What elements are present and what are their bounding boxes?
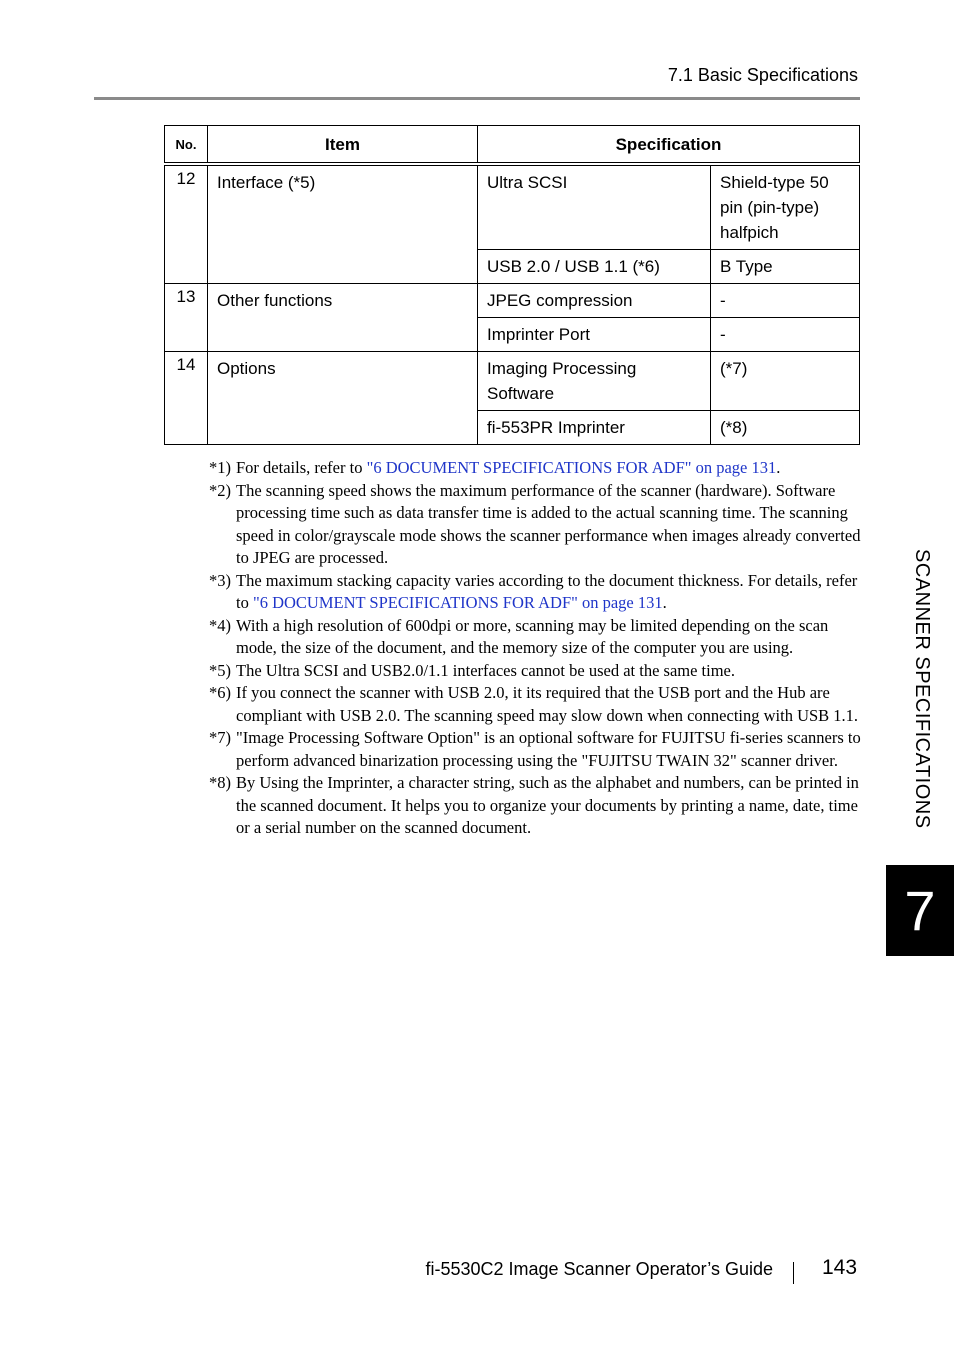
header-item: Item xyxy=(208,126,478,165)
footnote xyxy=(209,480,864,570)
footnote-text-part: . xyxy=(776,458,781,477)
footnote-mark: *7) xyxy=(209,728,231,747)
footnote-text: By Using the Imprinter, a character string, such as the alphabet and numbers, can be printed in the scanned document. It helps you to organize your documents by printing a name, date, time or a serial number on the scanned document. xyxy=(236,773,859,837)
spec-name: Imaging Processing Software xyxy=(478,352,711,411)
footnote-text: If you connect the scanner with USB 2.0, it its required that the USB port and the Hub are compliant with USB 2.0. The scanning speed may slow down when connecting with USB 1.1. xyxy=(236,683,859,725)
footnote xyxy=(209,727,864,772)
page-number: 143 xyxy=(822,1256,858,1279)
footnote-text-part: The maximum stacking capacity varies according to the document thickness. For details, refer to xyxy=(236,570,858,612)
footnote-text: "Image Processing Software Option" is an optional software for FUJITSU fi-series scanners to perform advanced binarization processing using the "FUJITSU TWAIN 32" scanner driver. xyxy=(236,728,861,770)
footnote-text: The Ultra SCSI and USB2.0/1.1 interfaces cannot be used at the same time. xyxy=(236,660,736,680)
footnote xyxy=(209,772,864,840)
footnote-mark: *8) xyxy=(209,773,231,792)
spec-name: Imprinter Port xyxy=(478,318,711,352)
footer-guide-title: fi-5530C2 Image Scanner Operator’s Guide xyxy=(425,1259,773,1279)
spec-value: (*8) xyxy=(711,411,860,445)
footnote-text: The scanning speed shows the maximum performance of the scanner (hardware). Software processing time such as data transfer time is added to the actual scanning time. The scanning speed in color/grayscale mode shows the scanner performance when images already converted to JPEG are processed. xyxy=(236,480,861,567)
table-row xyxy=(165,352,860,411)
footnote-text-part: . xyxy=(662,593,667,612)
footnote-text xyxy=(236,570,864,615)
footnote xyxy=(209,660,864,683)
spec-value: (*7) xyxy=(711,352,860,411)
footnote-mark: *2) xyxy=(209,480,231,500)
spec-value: - xyxy=(711,284,860,318)
footer-separator xyxy=(793,1262,794,1284)
row-item: Other functions xyxy=(208,284,478,352)
footnote xyxy=(209,615,864,660)
footnote xyxy=(209,457,864,480)
footnote-mark: *6) xyxy=(209,683,231,702)
table-header-row xyxy=(165,126,860,165)
cross-reference-link[interactable]: "6 DOCUMENT SPECIFICATIONS FOR ADF" on page 131 xyxy=(252,593,663,612)
spec-value: - xyxy=(711,318,860,352)
spec-value: Shield-type 50 pin (pin-type) halfpich xyxy=(711,164,860,250)
specifications-table xyxy=(164,125,860,445)
row-item: Interface (*5) xyxy=(208,164,478,284)
header-rule xyxy=(94,97,860,100)
header-no: No. xyxy=(165,126,208,165)
footnote-text-part: For details, refer to xyxy=(236,458,367,477)
footnote-text: With a high resolution of 600dpi or more, scanning may be limited depending on the scan mode, the size of the document, and the memory size of the computer you are using. xyxy=(236,615,829,657)
table-row xyxy=(165,164,860,250)
spec-value: B Type xyxy=(711,250,860,284)
footnote-mark: *1) xyxy=(209,458,231,477)
footnote-mark: *3) xyxy=(209,570,231,590)
row-number: 14 xyxy=(165,352,208,445)
running-header: 7.1 Basic Specifications xyxy=(667,65,858,85)
footnotes xyxy=(209,457,864,840)
row-number: 12 xyxy=(165,164,208,284)
footnote-mark: *5) xyxy=(209,660,231,680)
spec-name: JPEG compression xyxy=(478,284,711,318)
spec-name: fi-553PR Imprinter xyxy=(478,411,711,445)
chapter-tab: 7 xyxy=(886,865,954,956)
footnote-text xyxy=(236,457,864,480)
footnote xyxy=(209,570,864,615)
row-number: 13 xyxy=(165,284,208,352)
cross-reference-link[interactable]: "6 DOCUMENT SPECIFICATIONS FOR ADF" on page 131 xyxy=(366,458,777,477)
row-item: Options xyxy=(208,352,478,445)
header-specification: Specification xyxy=(478,126,860,165)
table-row xyxy=(165,284,860,318)
footnote xyxy=(209,682,864,727)
spec-name: USB 2.0 / USB 1.1 (*6) xyxy=(478,250,711,284)
chapter-side-label: SCANNER SPECIFICATIONS xyxy=(911,549,933,829)
spec-name: Ultra SCSI xyxy=(478,164,711,250)
footnote-mark: *4) xyxy=(209,615,231,635)
